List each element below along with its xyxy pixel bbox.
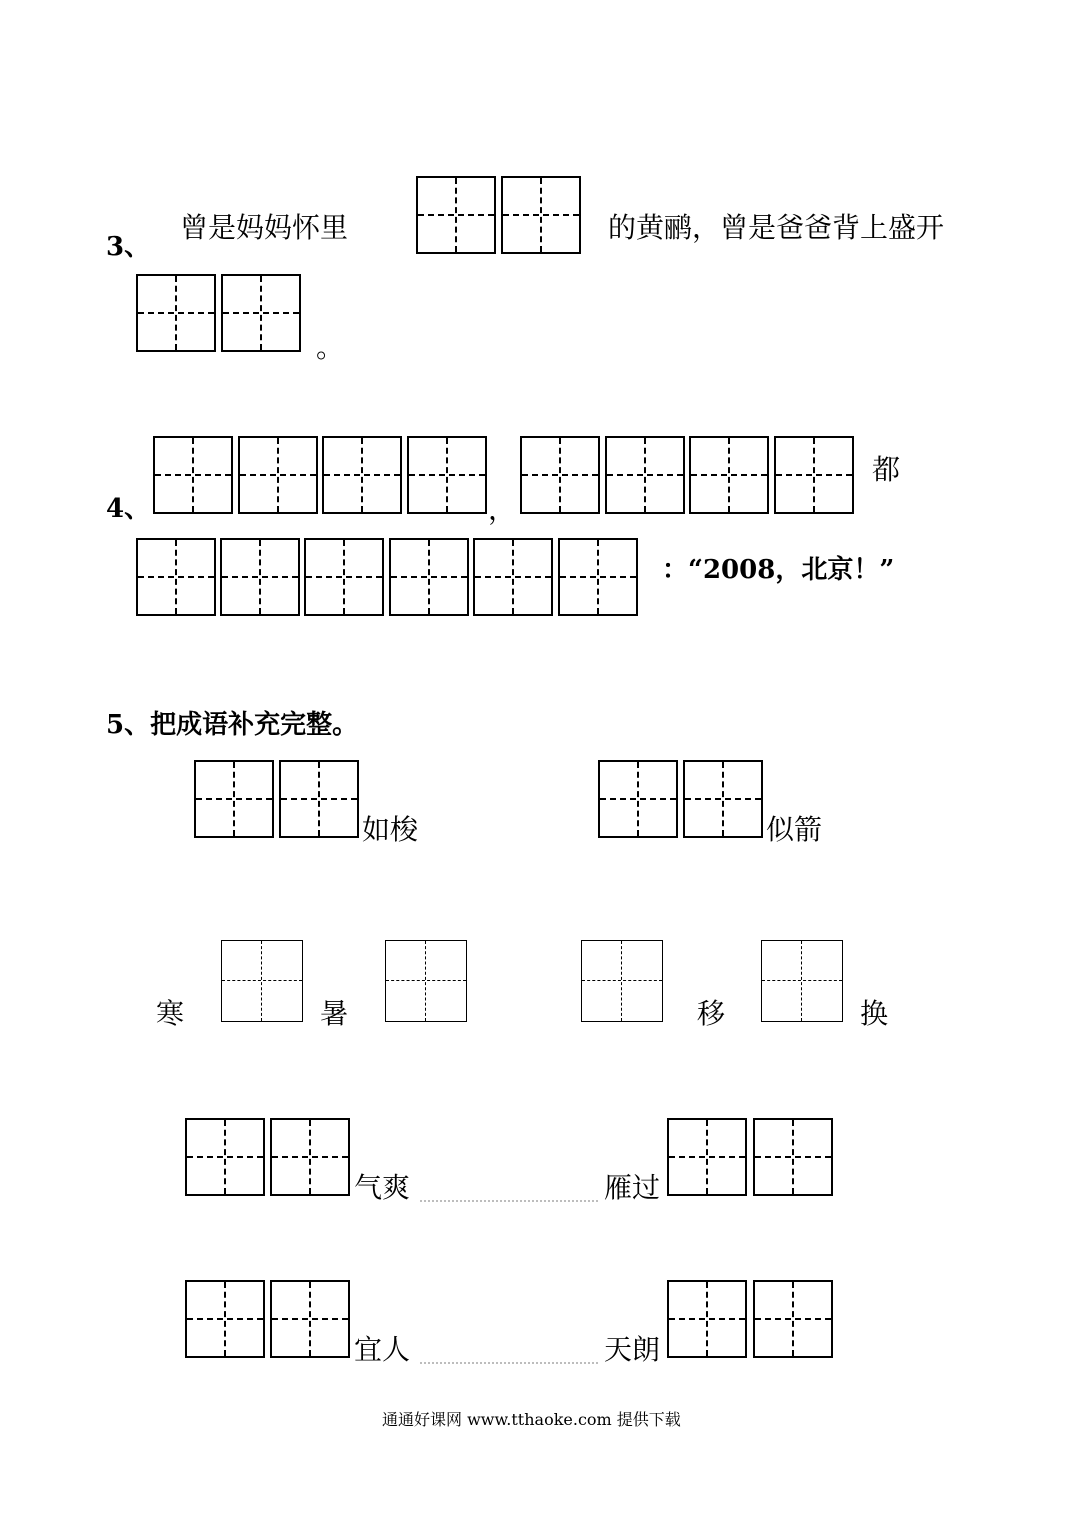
answer-box-q5-r1-1[interactable] <box>194 760 274 838</box>
answer-box-q4-7[interactable] <box>689 436 769 514</box>
answer-box-q4-14[interactable] <box>558 538 638 616</box>
question-3-text-a: 曾是妈妈怀里 <box>180 211 349 244</box>
dotted-spacer <box>420 1200 598 1202</box>
idiom-suffix-rusuo: 如梭 <box>362 813 419 846</box>
question-3-number: 3、 <box>106 232 151 262</box>
answer-box-q4-6[interactable] <box>605 436 685 514</box>
question-4-text-a: 都 <box>872 453 901 486</box>
question-3-end-mark: 。 <box>316 331 345 364</box>
answer-box-q5-r2-2[interactable] <box>385 940 467 1022</box>
question-3-text-b: 的黄鹂，曾是爸爸背上盛开 <box>608 211 945 244</box>
answer-box-q5-r4-2[interactable] <box>270 1280 350 1358</box>
answer-box-q5-r2-4[interactable] <box>761 940 843 1022</box>
idiom-char-huan: 换 <box>860 997 889 1030</box>
idiom-char-shu: 暑 <box>320 997 349 1030</box>
answer-box-q4-13[interactable] <box>473 538 553 616</box>
answer-box-q5-r2-3[interactable] <box>581 940 663 1022</box>
answer-box-q4-11[interactable] <box>304 538 384 616</box>
answer-box-q5-r3-2[interactable] <box>270 1118 350 1196</box>
answer-box-q4-3[interactable] <box>322 436 402 514</box>
answer-box-q4-1[interactable] <box>153 436 233 514</box>
answer-box-q3-4[interactable] <box>221 274 301 352</box>
answer-box-q5-r1-2[interactable] <box>279 760 359 838</box>
idiom-prefix-yanguo: 雁过 <box>604 1171 661 1204</box>
answer-box-q5-r1-3[interactable] <box>598 760 678 838</box>
answer-box-q5-r2-1[interactable] <box>221 940 303 1022</box>
answer-box-q5-r4-1[interactable] <box>185 1280 265 1358</box>
answer-box-q5-r3-4[interactable] <box>753 1118 833 1196</box>
answer-box-q5-r1-4[interactable] <box>683 760 763 838</box>
answer-box-q4-8[interactable] <box>774 436 854 514</box>
answer-box-q4-2[interactable] <box>238 436 318 514</box>
idiom-suffix-sijian: 似箭 <box>766 813 823 846</box>
question-5-title: 5、把成语补充完整。 <box>106 710 359 740</box>
idiom-char-yi: 移 <box>697 997 726 1030</box>
answer-box-q3-3[interactable] <box>136 274 216 352</box>
question-4-number: 4、 <box>106 494 151 524</box>
answer-box-q4-4[interactable] <box>407 436 487 514</box>
idiom-prefix-tianlang: 天朗 <box>604 1333 661 1366</box>
question-4-text-b: ：“2008，北京！” <box>662 555 895 585</box>
answer-box-q4-12[interactable] <box>389 538 469 616</box>
dotted-spacer <box>420 1362 598 1364</box>
answer-box-q5-r3-3[interactable] <box>667 1118 747 1196</box>
idiom-char-han: 寒 <box>156 997 185 1030</box>
answer-box-q5-r4-3[interactable] <box>667 1280 747 1358</box>
answer-box-q4-10[interactable] <box>220 538 300 616</box>
answer-box-q5-r3-1[interactable] <box>185 1118 265 1196</box>
answer-box-q4-5[interactable] <box>520 436 600 514</box>
answer-box-q3-1[interactable] <box>416 176 496 254</box>
question-4-comma: ， <box>488 493 517 526</box>
answer-box-q3-2[interactable] <box>501 176 581 254</box>
answer-box-q4-9[interactable] <box>136 538 216 616</box>
idiom-suffix-qishuang: 气爽 <box>354 1171 411 1204</box>
idiom-suffix-yiren: 宜人 <box>354 1333 411 1366</box>
footer-source: 通通好课网 www.tthaoke.com 提供下载 <box>382 1410 681 1429</box>
answer-box-q5-r4-4[interactable] <box>753 1280 833 1358</box>
